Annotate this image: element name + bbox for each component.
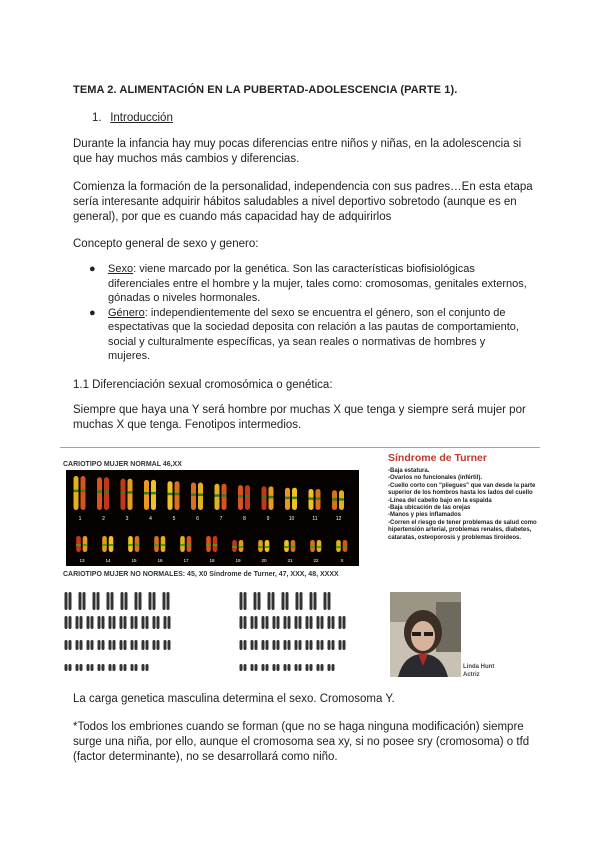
chromosome-mark (328, 592, 331, 610)
chromosome-mark (102, 616, 105, 629)
list-item (73, 306, 528, 364)
chromosome-band (135, 544, 140, 546)
subsection-heading: 1.1 Diferenciación sexual cromosómica o genética: (73, 379, 333, 391)
chromosome-mark (286, 592, 289, 610)
chromosome-band (309, 497, 314, 500)
chromosome-mark (121, 479, 126, 510)
chromosome-mark (258, 592, 261, 610)
list-item: -Manos y pies inflamados (388, 512, 462, 519)
chromosome-mark (157, 640, 160, 650)
chromosome-mark (83, 592, 86, 610)
chromosome-label: 10 (288, 516, 295, 522)
chromosome-mark (277, 616, 280, 629)
karyotype-abnormal-caption: CARIOTIPO MUJER NO NORMALES: 45, X0 Síndrome de Turner, 47, XXX, 48, XXXX (63, 571, 339, 578)
chromosome-band (102, 544, 107, 546)
turner-symptom-list (388, 468, 548, 542)
chromosome-mark (144, 480, 149, 510)
chromosome-mark (146, 616, 149, 629)
chromosome-mark (139, 592, 142, 610)
chromosome-mark (328, 640, 331, 650)
chromosome-mark (273, 640, 276, 650)
chromosome-mark (215, 484, 220, 510)
chromosome-mark (255, 664, 258, 671)
chromosome-mark (168, 481, 173, 510)
chromosome-mark (306, 664, 309, 671)
chromosome-mark (314, 592, 317, 610)
paragraph-infancia: Durante la infancia hay muy pocas diferencias entre niños y niñas, en la adolescencia si que hay muchos más cambios y diferencias. (73, 138, 522, 165)
karyotype-normal-caption: CARIOTIPO MUJER NORMAL 46,XX (63, 461, 182, 468)
chromosome-band (292, 497, 297, 500)
chromosome-mark (131, 640, 134, 650)
chromosome-mark (151, 480, 156, 510)
chromosome-mark (262, 664, 265, 671)
chromosome-mark (310, 616, 313, 629)
chromosome-mark (317, 640, 320, 650)
chromosome-mark (80, 616, 83, 629)
chromosome-band (285, 497, 290, 500)
photo-caption (463, 663, 494, 679)
chromosome-mark (299, 640, 302, 650)
chromosome-mark (284, 616, 287, 629)
chromosome-mark (142, 640, 145, 650)
list-item: -Línea del cabello bajo en la espalda (388, 497, 492, 504)
chromosome-mark (80, 664, 83, 671)
chromosome-mark (87, 664, 90, 671)
chromosome-band (180, 544, 185, 546)
chromosome-mark (282, 592, 285, 610)
divider (60, 447, 540, 448)
chromosome-mark (321, 640, 324, 650)
bullet-term: Género (108, 306, 145, 319)
chromosome-band (316, 497, 321, 500)
chromosome-mark (113, 640, 116, 650)
chromosome-band (76, 544, 81, 546)
list-item: -Baja estatura. (388, 468, 430, 474)
chromosome-mark (244, 592, 247, 610)
chromosome-band (83, 544, 88, 546)
chromosome-mark (149, 592, 152, 610)
chromosome-label: 18 (209, 558, 215, 563)
chromosome-mark (124, 640, 127, 650)
chromosome-mark (167, 592, 170, 610)
chromosome-mark (254, 592, 257, 610)
chromosome-band (154, 544, 159, 546)
chromosome-mark (109, 664, 112, 671)
chromosome-mark (120, 640, 123, 650)
section-heading-introduccion (92, 112, 173, 124)
chromosome-band (74, 490, 79, 493)
bullet-list (73, 262, 528, 364)
chromosome-mark (91, 664, 94, 671)
chromosome-mark (244, 640, 247, 650)
chromosome-mark (332, 664, 335, 671)
chromosome-band (222, 494, 227, 497)
chromosome-mark (131, 664, 134, 671)
chromosome-mark (332, 640, 335, 650)
chromosome-mark (306, 616, 309, 629)
chromosome-label: 4 (149, 516, 152, 522)
paragraph-personalidad: Comienza la formación de la personalidad, independencia con sus padres…En esta etapa sería interesante adquirir hábitos saludables a nivel deportivo sobretodo (aunque es en general), por que es cuando más capacidad hay de adquirirlos (73, 181, 533, 223)
chromosome-mark (299, 664, 302, 671)
chromosome-band (128, 491, 133, 494)
chromosome-mark (240, 616, 243, 629)
chromosome-mark (142, 616, 145, 629)
chromosome-mark (300, 592, 303, 610)
chromosome-mark (198, 483, 203, 511)
chromosome-mark (168, 640, 171, 650)
chromosome-mark (93, 592, 96, 610)
chromosome-band (339, 498, 344, 501)
portrait-photo (390, 592, 461, 677)
list-item: -Corren el riesgo de tener problemas de salud como hipertensión arterial, problemas renales, diabetes, cataratas, osteoporosis y problemas tiroideos. (388, 519, 537, 541)
chromosome-mark (113, 616, 116, 629)
photo-role: Actriz (463, 672, 480, 678)
chromosome-mark (120, 616, 123, 629)
chromosome-mark (142, 664, 145, 671)
chromosome-band (187, 544, 192, 546)
chromosome-band (336, 546, 341, 548)
chromosome-band (343, 546, 348, 548)
list-item: -Baja ubicación de las orejas (388, 505, 471, 512)
chromosome-mark (277, 664, 280, 671)
section-label: Introducción (110, 112, 173, 124)
chromosome-mark (111, 592, 114, 610)
chromosome-band (232, 546, 237, 548)
chromosome-mark (284, 640, 287, 650)
chromosome-label: 21 (287, 558, 293, 563)
chromosome-mark (135, 616, 138, 629)
chromosome-mark (104, 477, 109, 510)
list-item: -Cuello corto con "pliegues" que van desde la parte superior de los hombros hasta los lados del cuello (388, 482, 536, 497)
chromosome-mark (321, 664, 324, 671)
chromosome-mark (339, 616, 342, 629)
chromosome-band (239, 546, 244, 548)
chromosome-mark (310, 592, 313, 610)
chromosome-mark (69, 640, 72, 650)
chromosome-label: 9 (266, 516, 270, 522)
chromosome-mark (273, 616, 276, 629)
chromosome-mark (153, 640, 156, 650)
page-title: TEMA 2. ALIMENTACIÓN EN LA PUBERTAD-ADOLESCENCIA (PARTE 1). (73, 84, 458, 96)
chromosome-mark (65, 616, 68, 629)
chromosome-mark (121, 592, 124, 610)
chromosome-mark (343, 640, 346, 650)
chromosome-mark (273, 664, 276, 671)
chromosome-mark (251, 664, 254, 671)
chromosome-label: 5 (172, 516, 176, 522)
chromosome-band (109, 544, 114, 546)
chromosome-mark (295, 664, 298, 671)
chromosome-mark (120, 664, 123, 671)
chromosome-label: 3 (125, 516, 129, 522)
chromosome-mark (65, 592, 68, 610)
chromosome-mark (299, 616, 302, 629)
chromosome-band (265, 546, 270, 548)
chromosome-mark (324, 592, 327, 610)
chromosome-band (258, 546, 263, 548)
turner-title: Síndrome de Turner (388, 452, 487, 464)
bullet-icon: ● (89, 306, 96, 319)
bullet-text: : independientemente del sexo se encuentra el género, son el conjunto de espectativas que la sociedad deposita con relación a las pautas de comportamiento, social y culturalmente específicas, ya sean reales o normativas de hombres y mujeres. (108, 306, 519, 362)
chromosome-mark (240, 592, 243, 610)
chromosome-label: 12 (335, 516, 342, 522)
chromosome-mark (317, 616, 320, 629)
chromosome-mark (222, 484, 227, 510)
chromosome-band (245, 495, 250, 498)
chromosome-mark (65, 664, 68, 671)
chromosome-mark (102, 664, 105, 671)
chromosome-band (206, 544, 211, 546)
chromosome-band (332, 498, 337, 501)
chromosome-mark (288, 664, 291, 671)
chromosome-label: 15 (131, 558, 137, 563)
chromosome-mark (109, 640, 112, 650)
chromosome-mark (135, 592, 138, 610)
paragraph-carga-genetica: La carga genetica masculina determina el sexo. Cromosoma Y. (73, 693, 395, 705)
section-number: 1. (92, 112, 102, 124)
chromosome-label: X (340, 558, 344, 563)
chromosome-label: 19 (235, 558, 241, 563)
karyotype-normal-image (66, 470, 359, 566)
chromosome-label: 20 (261, 558, 267, 563)
chromosome-band (269, 496, 274, 499)
chromosome-mark (102, 640, 105, 650)
chromosome-mark (240, 664, 243, 671)
karyotype-abnormal-image (62, 584, 367, 684)
chromosome-mark (113, 664, 116, 671)
chromosome-mark (321, 616, 324, 629)
chromosome-mark (268, 592, 271, 610)
chromosome-band (262, 496, 267, 499)
chromosome-mark (81, 476, 86, 510)
chromosome-mark (135, 640, 138, 650)
list-item: -Ovarios no funcionales (infértil). (388, 475, 483, 482)
chromosome-label: 6 (196, 516, 199, 522)
chromosome-mark (317, 664, 320, 671)
chromosome-mark (266, 640, 269, 650)
chromosome-band (175, 493, 180, 496)
chromosome-band (284, 546, 289, 548)
chromosome-mark (328, 616, 331, 629)
chromosome-mark (98, 664, 101, 671)
chromosome-mark (98, 616, 101, 629)
chromosome-band (168, 493, 173, 496)
chromosome-band (121, 491, 126, 494)
chromosome-mark (124, 616, 127, 629)
chromosome-label: 11 (312, 516, 318, 522)
chromosome-mark (255, 640, 258, 650)
chromosome-band (104, 490, 109, 493)
chromosome-mark (97, 477, 102, 510)
bullet-term: Sexo (108, 263, 134, 275)
chromosome-mark (131, 616, 134, 629)
chromosome-mark (328, 664, 331, 671)
chromosome-band (191, 494, 196, 497)
chromosome-mark (164, 640, 167, 650)
chromosome-band (215, 494, 220, 497)
chromosome-label: 1 (78, 516, 82, 522)
chromosome-mark (153, 616, 156, 629)
chromosome-mark (65, 640, 68, 650)
chromosome-mark (98, 640, 101, 650)
chromosome-mark (255, 616, 258, 629)
chromosome-mark (266, 616, 269, 629)
chromosome-mark (295, 640, 298, 650)
chromosome-mark (296, 592, 299, 610)
chromosome-mark (76, 616, 79, 629)
chromosome-mark (125, 592, 128, 610)
chromosome-band (81, 490, 86, 493)
chromosome-mark (284, 664, 287, 671)
chromosome-mark (146, 640, 149, 650)
chromosome-label: 8 (243, 516, 246, 522)
chromosome-mark (164, 616, 167, 629)
chromosome-mark (310, 664, 313, 671)
chromosome-mark (76, 664, 79, 671)
chromosome-label: 2 (102, 516, 105, 522)
chromosome-mark (310, 640, 313, 650)
chromosome-mark (163, 592, 166, 610)
chromosome-band (144, 492, 149, 495)
chromosome-mark (262, 616, 265, 629)
chromosome-mark (69, 664, 72, 671)
chromosome-mark (240, 640, 243, 650)
chromosome-mark (288, 640, 291, 650)
chromosome-mark (124, 664, 127, 671)
chromosome-band (310, 546, 315, 548)
chromosome-mark (91, 640, 94, 650)
chromosome-label: 16 (157, 558, 163, 563)
chromosome-label: 7 (219, 516, 223, 522)
chromosome-mark (295, 616, 298, 629)
paragraph-concepto: Concepto general de sexo y genero: (73, 238, 259, 250)
chromosome-label: 14 (105, 558, 111, 563)
chromosome-mark (262, 640, 265, 650)
chromosome-mark (87, 616, 90, 629)
chromosome-band (151, 492, 156, 495)
chromosome-mark (277, 640, 280, 650)
chromosome-mark (74, 476, 79, 510)
chromosome-mark (97, 592, 100, 610)
paragraph-cromosoma-y: Siempre que haya una Y será hombre por muchas X que tenga y siempre será mujer por muchas X que tenga. Fenotipos intermedios. (73, 404, 526, 431)
chromosome-mark (69, 616, 72, 629)
chromosome-mark (175, 481, 180, 510)
chromosome-mark (79, 592, 82, 610)
chromosome-label: 13 (79, 558, 85, 563)
paragraph-embriones: *Todos los embriones cuando se forman (que no se haga ninguna modificación) siempre surge una niña, por ello, aunque el cromosoma sea xy, si no posee sry (cromosoma) o tfd (factor determinante), no se desarrollará como niño. (73, 721, 530, 763)
chromosome-mark (251, 640, 254, 650)
chromosome-mark (288, 616, 291, 629)
chromosome-band (97, 490, 102, 493)
photo-name: Linda Hunt (463, 664, 495, 670)
list-item (73, 262, 528, 306)
chromosome-mark (157, 616, 160, 629)
chromosome-mark (244, 616, 247, 629)
chromosome-mark (128, 479, 133, 510)
chromosome-band (198, 494, 203, 497)
chromosome-mark (332, 616, 335, 629)
chromosome-band (128, 544, 133, 546)
chromosome-mark (266, 664, 269, 671)
chromosome-band (161, 544, 166, 546)
chromosome-mark (107, 592, 110, 610)
bullet-icon: ● (89, 263, 96, 275)
bullet-text: : viene marcado por la genética. Son las características biofisiológicas diferenciales entre el hombre y la mujer, tales como: cromosomas, genitales externos, gónadas o niveles hormonales. (108, 263, 527, 304)
chromosome-band (291, 546, 296, 548)
chromosome-mark (272, 592, 275, 610)
chromosome-band (317, 546, 322, 548)
chromosome-mark (244, 664, 247, 671)
chromosome-mark (153, 592, 156, 610)
chromosome-mark (343, 616, 346, 629)
chromosome-mark (168, 616, 171, 629)
chromosome-mark (146, 664, 149, 671)
chromosome-mark (80, 640, 83, 650)
chromosome-band (238, 495, 243, 498)
chromosome-mark (69, 592, 72, 610)
chromosome-label: 22 (313, 558, 319, 563)
chromosome-mark (191, 483, 196, 511)
chromosome-band (213, 544, 218, 546)
chromosome-label: 17 (183, 558, 189, 563)
chromosome-mark (91, 616, 94, 629)
chromosome-mark (306, 640, 309, 650)
chromosome-mark (135, 664, 138, 671)
chromosome-mark (251, 616, 254, 629)
chromosome-mark (339, 640, 342, 650)
chromosome-mark (87, 640, 90, 650)
chromosome-mark (109, 616, 112, 629)
chromosome-mark (76, 640, 79, 650)
